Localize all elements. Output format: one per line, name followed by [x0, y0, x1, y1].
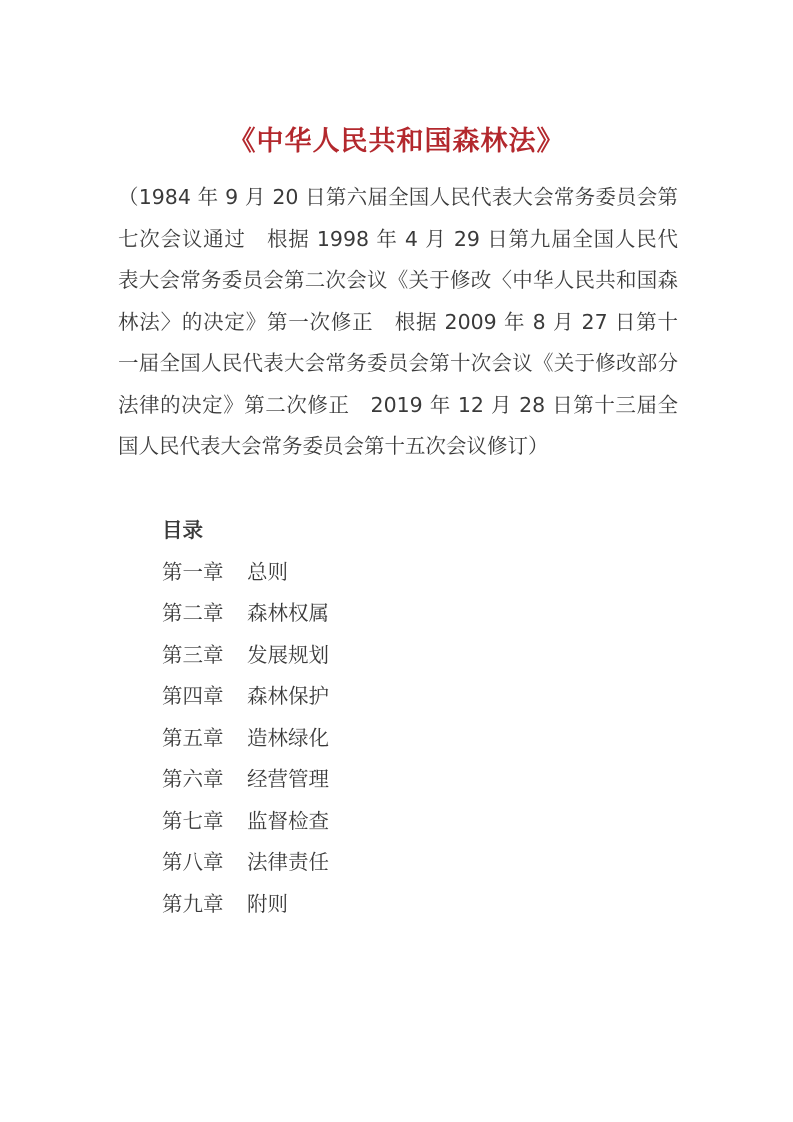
toc-chapter-number: 第五章: [162, 725, 224, 750]
toc-chapter-number: 第四章: [162, 684, 224, 708]
toc-item-chapter-1: [162, 552, 562, 594]
toc-chapter-number: 第三章: [162, 642, 224, 667]
toc-chapter-name: 总则: [247, 559, 288, 584]
table-of-contents: [162, 510, 562, 925]
toc-chapter-name: 附则: [247, 891, 288, 916]
legislative-history-note: （1984 年 9 月 20 日第六届全国人民代表大会常务委员会第七次会议通过 根据 1998 年 4 月 29 日第九届全国人民代表大会常务委员会第二次会议《关于修改〈中华人民共和国森林法〉的决定》第一次修正 根据 2009 年 8 月 27 日第十一届全国人民代表大会常务委员会第十次会议《关于修改部分法律的决定》第二次修正 2019 年 12 月 28 日第十三届全国人民代表大会常务委员会第十五次会议修订）: [118, 185, 678, 458]
toc-chapter-name: 发展规划: [247, 642, 329, 667]
toc-chapter-number: 第七章: [162, 808, 224, 833]
toc-item-chapter-3: [162, 635, 562, 677]
document-title: 《中华人民共和国森林法》: [228, 126, 565, 158]
toc-item-chapter-7: [162, 801, 562, 843]
toc-item-chapter-8: [162, 842, 562, 884]
toc-chapter-name: 法律责任: [247, 850, 329, 874]
toc-chapter-name: 监督检查: [247, 808, 329, 833]
toc-chapter-number: 第六章: [162, 767, 224, 791]
toc-chapter-number: 第八章: [162, 850, 224, 874]
toc-item-chapter-4: [162, 676, 562, 718]
toc-list: [162, 552, 562, 926]
toc-chapter-name: 经营管理: [247, 767, 329, 791]
toc-chapter-name: 造林绿化: [247, 725, 329, 750]
toc-chapter-name: 森林保护: [247, 684, 329, 708]
toc-item-chapter-9: [162, 884, 562, 926]
toc-heading: 目录: [162, 518, 203, 542]
toc-chapter-number: 第二章: [162, 601, 224, 625]
toc-chapter-number: 第九章: [162, 891, 224, 916]
toc-chapter-name: 森林权属: [247, 601, 329, 625]
toc-item-chapter-5: [162, 718, 562, 760]
toc-item-chapter-6: [162, 759, 562, 801]
toc-item-chapter-2: [162, 593, 562, 635]
toc-chapter-number: 第一章: [162, 559, 224, 584]
